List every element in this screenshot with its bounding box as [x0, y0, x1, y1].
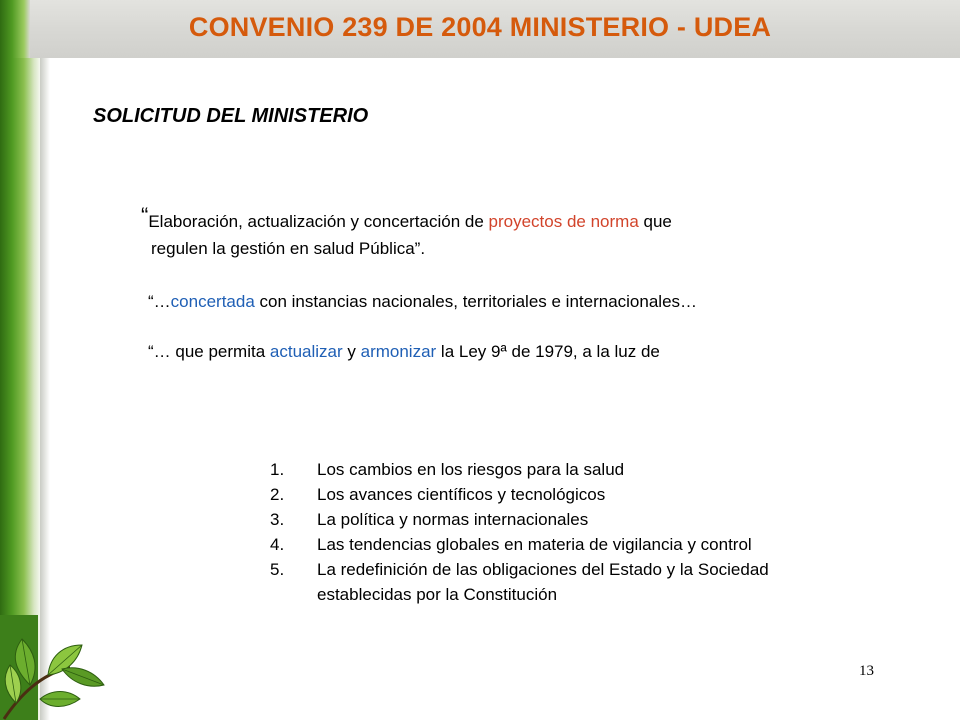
quote1-line2: regulen la gestión en salud Pública”.	[151, 239, 426, 258]
quote2-open: “…	[148, 292, 171, 311]
list-item-number: 3.	[270, 510, 285, 529]
quote3-rest: la Ley 9ª de 1979, a la luz de	[436, 342, 660, 361]
list-item-number: 4.	[270, 535, 285, 554]
green-leaves-decoration-icon	[0, 615, 110, 720]
list-item-number: 1.	[270, 460, 285, 479]
quote1-part2: que	[638, 212, 672, 231]
list-item-text: Los cambios en los riesgos para la salud	[317, 460, 625, 479]
list-item-number: 5.	[270, 560, 285, 579]
quote3-open: “… que permita	[148, 342, 270, 361]
numbered-list	[270, 457, 877, 607]
title-bar	[0, 0, 960, 58]
open-quote-mark: “	[141, 203, 149, 228]
list-item	[270, 557, 877, 607]
quote1-part1: Elaboración, actualización y concertación de	[148, 212, 489, 231]
slide-subtitle: SOLICITUD DEL MINISTERIO	[93, 105, 369, 127]
quote-actualizar	[148, 342, 660, 362]
page-number: 13	[859, 663, 874, 679]
quote-elaboracion-text	[141, 202, 879, 262]
list-item	[270, 457, 877, 482]
list-item-text: Las tendencias globales en materia de vigilancia y control	[317, 535, 752, 554]
quote3-highlight-actualizar: actualizar	[269, 342, 343, 361]
quote1-highlight-proyectos: proyectos de norma	[488, 212, 639, 231]
quote-concertada	[148, 292, 697, 312]
list-item	[270, 482, 877, 507]
quote3-mid: y	[342, 342, 361, 361]
quote2-highlight-concertada: concertada	[170, 292, 255, 311]
quote-elaboracion	[141, 202, 879, 262]
list-item-number: 2.	[270, 485, 285, 504]
list-item	[270, 507, 877, 532]
list-item	[270, 532, 877, 557]
list-item-text: La redefinición de las obligaciones del Estado y la Sociedad establecidas por la Constitución	[317, 560, 769, 604]
quote2-rest: con instancias nacionales, territoriales e internacionales…	[254, 292, 698, 311]
left-green-bar	[0, 0, 40, 720]
quote3-highlight-armonizar: armonizar	[360, 342, 437, 361]
list-item-text: Los avances científicos y tecnológicos	[317, 485, 606, 504]
list-item-text: La política y normas internacionales	[317, 510, 589, 529]
slide-title: CONVENIO 239 DE 2004 MINISTERIO - UDEA	[188, 12, 772, 42]
